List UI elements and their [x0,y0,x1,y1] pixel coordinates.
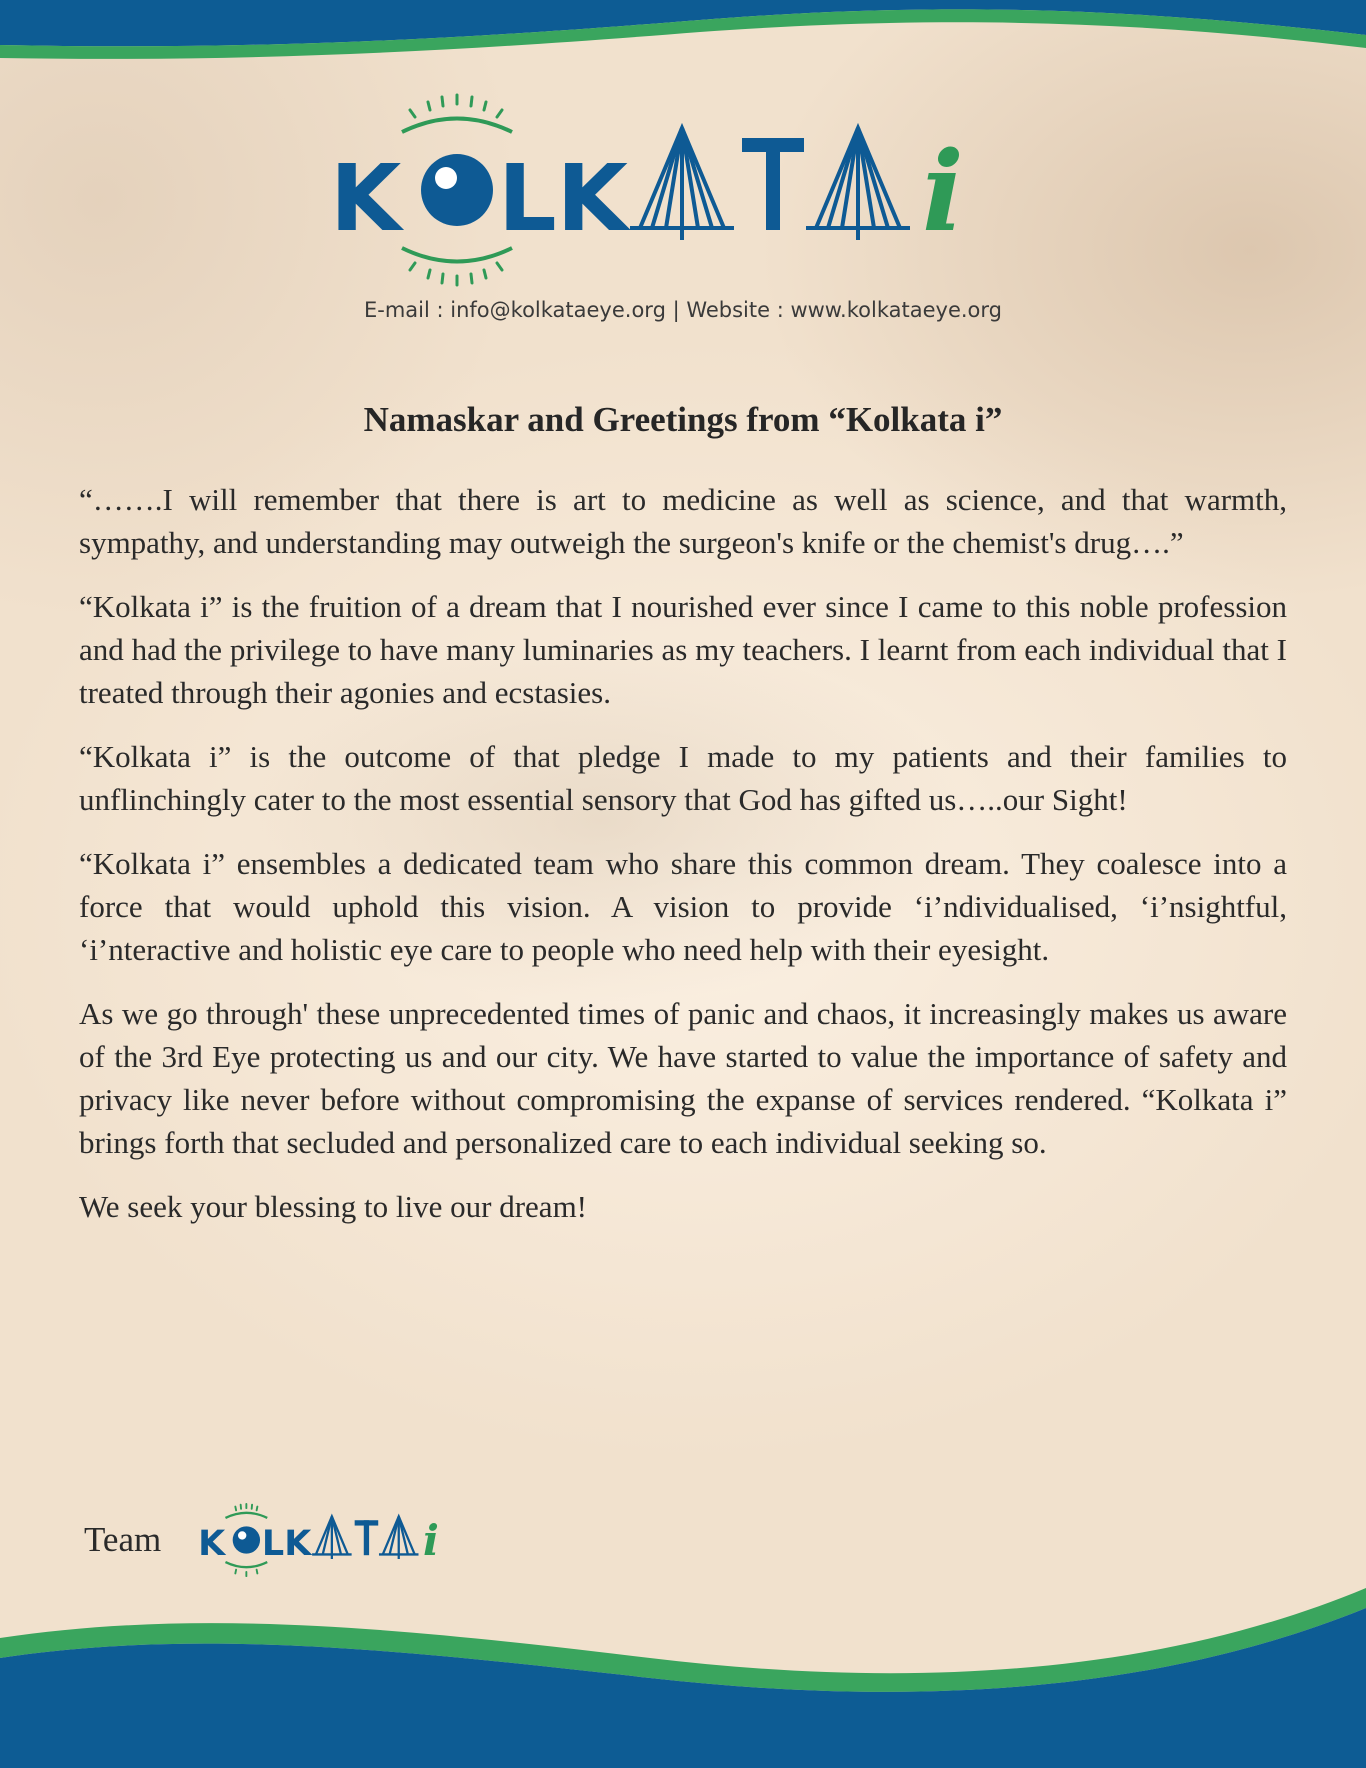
closing-paragraph: We seek your blessing to live our dream! [79,1189,588,1224]
kolkata-i-logo [330,90,1040,290]
body-paragraph: “Kolkata i” is the outcome of that pledge I made to my patients and their families to unflinchingly cater to the most essential sensory that God has gifted us…..our Sight! [79,739,1287,817]
letter-body [79,478,1287,1249]
svg-text:K: K [330,145,402,252]
header-logo [0,90,1366,290]
eye-icon [421,154,493,226]
body-paragraph: “Kolkata i” is the fruition of a dream that I nourished ever since I came to this noble profession and had the privilege to have many luminaries as my teachers. I learnt from each individual that I treated through their agonies and ecstasies. [79,589,1287,710]
top-wave-decoration [0,0,1366,70]
bridge-a-icon [630,128,734,240]
bottom-wave-decoration [0,1568,1366,1768]
letter-heading: Namaskar and Greetings from “Kolkata i” [363,400,1003,439]
svg-text:K: K [198,1524,226,1565]
letter-t-shape [742,138,804,230]
svg-text:LK: LK [498,145,628,252]
body-paragraph: As we go through' these unprecedented times of panic and chaos, it increasingly makes us aware of the 3rd Eye protecting us and our city. We have started to value the importance of safety and privacy like never before without compromising the expanse of services rendered. “Kolkata i” brings forth that secluded and personalized care to each individual seeking so. [79,996,1287,1160]
bridge-a-icon [806,128,910,240]
body-paragraph: “Kolkata i” ensembles a dedicated team who share this common dream. They coalesce into a force that would uphold this vision. A vision to provide ‘i’ndividualised, ‘i’nsightful, ‘i’nteractive and holistic eye care to people who need help with their eyesight. [79,846,1287,967]
signoff-label: Team [84,1520,162,1559]
svg-text:i: i [423,1516,439,1566]
contact-line: E-mail : info@kolkataeye.org | Website : www.kolkataeye.org [364,298,1002,322]
quote-paragraph: “…….I will remember that there is art to medicine as well as science, and that warmth, sympathy, and understanding may outweigh the surgeon's knife or the chemist's drug….” [79,482,1287,560]
svg-text:i: i [922,127,964,256]
small-kolkata-i-logo [198,1502,468,1578]
svg-text:LK: LK [261,1524,312,1565]
